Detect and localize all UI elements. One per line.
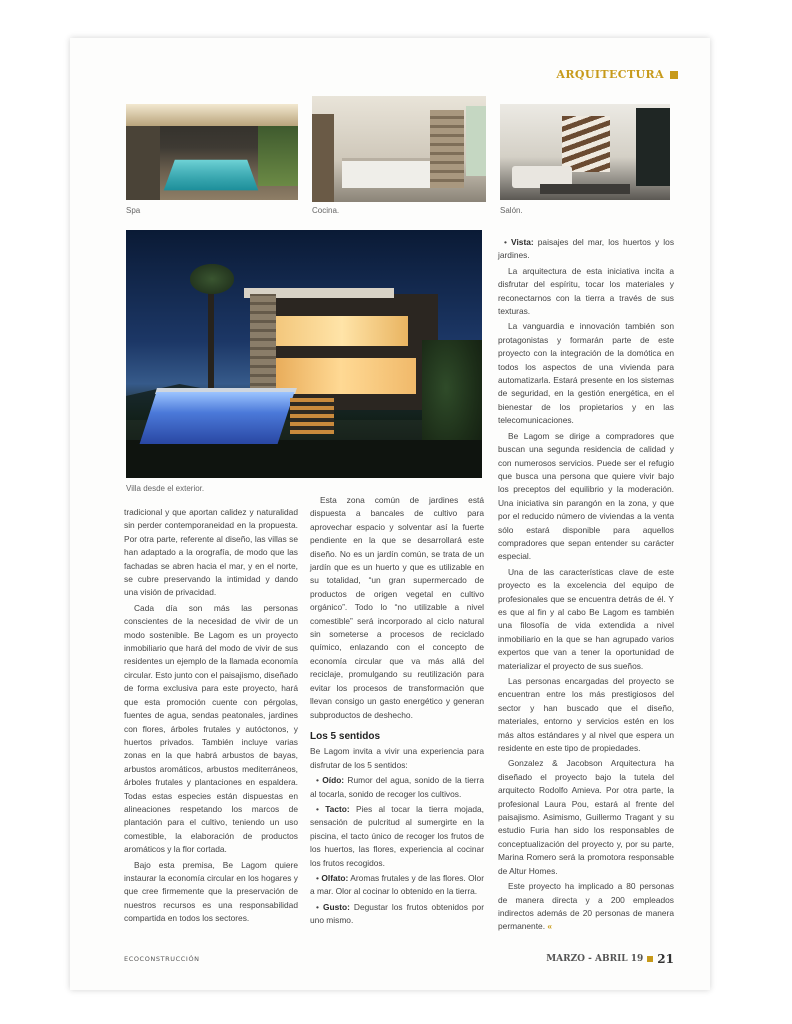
- paragraph: Gonzalez & Jacobson Arquitectura ha diseñado el proyecto bajo la tutela del arquitecto Rodolfo Amieva. Por otra parte, la profesional Laura Pou, estará al frente del paisajismo. Asimismo, Guillermo Tragant y su estudio Furia han sido los responsables de conceptualización del proyecto y, por su parte, Marina Romero será la promotora responsable de Altur Homes.: [498, 758, 674, 876]
- villa-caption: Villa desde el exterior.: [126, 484, 205, 493]
- paragraph: La arquitectura de esta iniciativa incita a disfrutar del espíritu, tocar los materiales y reconectarnos con la tierra a través de sus texturas.: [498, 265, 674, 317]
- paragraph: Este proyecto ha implicado a 80 personas de manera directa y a 200 empleados indirectos además de 20 personas de manera permanente. «: [498, 881, 674, 932]
- page-footer: [124, 952, 674, 966]
- article-column-3: [498, 236, 674, 936]
- spa-photo: [126, 104, 298, 200]
- section-label: ARQUITECTURA: [556, 68, 664, 81]
- issue-info: [546, 952, 674, 966]
- paragraph: Be Lagom invita a vivir una experiencia para disfrutar de los 5 sentidos:: [310, 746, 484, 770]
- issue-date: MARZO - ABRIL 19: [546, 954, 644, 964]
- paragraph: Una de las características clave de este proyecto es la excelencia del equipo de profesionales que se encuentra detrás de él. Y es que al fin y al cabo Be Lagom es también una filosofía de vida extendida a nivel inmobiliario en la que se han agrupado varios expertos que van a tener la oportunidad de materializar el proyecto de sus sueños.: [498, 566, 674, 671]
- kitchen-photo: [312, 96, 486, 202]
- paragraph: Cada día son más las personas conscientes de la necesidad de vivir de un modo sostenible. Be Lagom es un proyecto inmobiliario que hará del modo de vivir de sus residentes un ejemplo de la llamada economía circular. Esto junto con el paisajismo, diseñado de forma exclusiva para este proyecto, hará que esta promoción cuente con pérgolas, fuentes de agua, sendas peatonales, jardines con flores, árboles frutales y autóctonos, y huertos privados. También incluye varias zonas en la que habrá arbustos de bayas, arbustos aromáticos, arbustos mediterráneos, árboles frutales y plantaciones en espaldera. Todas estas especies están dispuestas en alineaciones respetando los marcos de plantación para el cultivo, teniendo un uso comestible, la elaboración de productos aromáticos y la flor cortada.: [124, 602, 298, 855]
- subheading: Los 5 sentidos: [310, 730, 381, 742]
- paragraph: Esta zona común de jardines está dispuesta a bancales de cultivo para aprovechar espacio y solventar así la fuerte pendiente en la que se desarrollará este diseño. No es un jardín común, se trata de un jardín que es un huerto y que es utilizable en su totalidad, “un gran supermercado de productos de origen vegetal en cultivo orgánico”. Todo lo “no utilizable a nivel comestible” será incorporado al ciclo natural sin someterse a procesos de reciclado químico, enlazando con el concepto de economía circular que va más allá del reciclaje, promulgando su reutilización para evitar los procesos de transformación que llevan consigo un gasto energético y generan subproductos de deshecho.: [310, 495, 484, 720]
- paragraph: Be Lagom se dirige a compradores que buscan una segunda residencia de calidad y con numerosos servicios. Puede ser el refugio que busca una persona que quiere vivir bajo los preceptos del equilibrio y la moderación. Una iniciativa sin parangón en la zona, y que por el reducido número de viviendas a la venta sólo estará disponible para aquellos compradores que sepan entender su carácter especial.: [498, 430, 674, 562]
- sense-item: • Gusto: Degustar los frutos obtenidos por uno mismo.: [310, 901, 484, 926]
- magazine-page: [70, 38, 710, 990]
- end-mark-icon: «: [547, 921, 553, 932]
- article-column-2: [310, 494, 484, 930]
- publication-name: ECOCONSTRUCCIÓN: [124, 955, 200, 963]
- paragraph: La vanguardia e innovación también son protagonistas y formarán parte de este proyecto con la integración de la domótica en todos los aspectos de una vivienda para automatizarla. Estará presente en los sistemas de seguridad, en la gestión energética, en el bienestar de los propietarios y en las telecomunicaciones.: [498, 321, 674, 426]
- living-room-caption: Salón.: [500, 206, 523, 215]
- square-bullet-icon: [670, 71, 678, 79]
- paragraph: Las personas encargadas del proyecto se encuentran entre los más prestigiosos del sector y han buscado que el diseño, materiales, entorno y servicios estén en los más altos estándares y al nivel que espera un residente en este tipo de propiedades.: [498, 676, 674, 754]
- section-header: [556, 68, 678, 81]
- page-number: 21: [657, 952, 674, 966]
- sense-item: • Tacto: Pies al tocar la tierra mojada, sensación de pulcritud al sumergirte en la piscina, el tacto único de recoger los frutos de los huertos, las flores, experiencia al cocinar los frutos recogidos.: [310, 803, 484, 868]
- villa-exterior-photo: [126, 230, 482, 478]
- sense-item: • Vista: paisajes del mar, los huertos y los jardines.: [498, 237, 675, 261]
- spa-caption: Spa: [126, 206, 141, 215]
- sense-item: • Olfato: Aromas frutales y de las flores. Olor a mar. Olor al cocinar lo obtenido en la tierra.: [310, 872, 484, 897]
- kitchen-caption: Cocina.: [312, 206, 340, 215]
- living-room-photo: [500, 104, 670, 200]
- square-bullet-icon: [647, 956, 653, 962]
- article-column-1: [124, 506, 298, 928]
- paragraph: tradicional y que aportan calidez y naturalidad sin perder contemporaneidad en la propuesta. Por otra parte, referente al diseño, las villas se han adaptado a la orografía, de modo que las fachadas se abren hacia el mar, y en el norte, se cubre preservando la intimidad y dando una visión de privacidad.: [124, 507, 298, 598]
- paragraph: Bajo esta premisa, Be Lagom quiere instaurar la economía circular en los hogares y que cree firmemente que la preservación de nuestros recursos es una responsabilidad compartida en todos los sectores.: [124, 859, 298, 924]
- sense-item: • Oído: Rumor del agua, sonido de la tierra al tocarla, sonido de recoger los cultivos.: [310, 775, 484, 799]
